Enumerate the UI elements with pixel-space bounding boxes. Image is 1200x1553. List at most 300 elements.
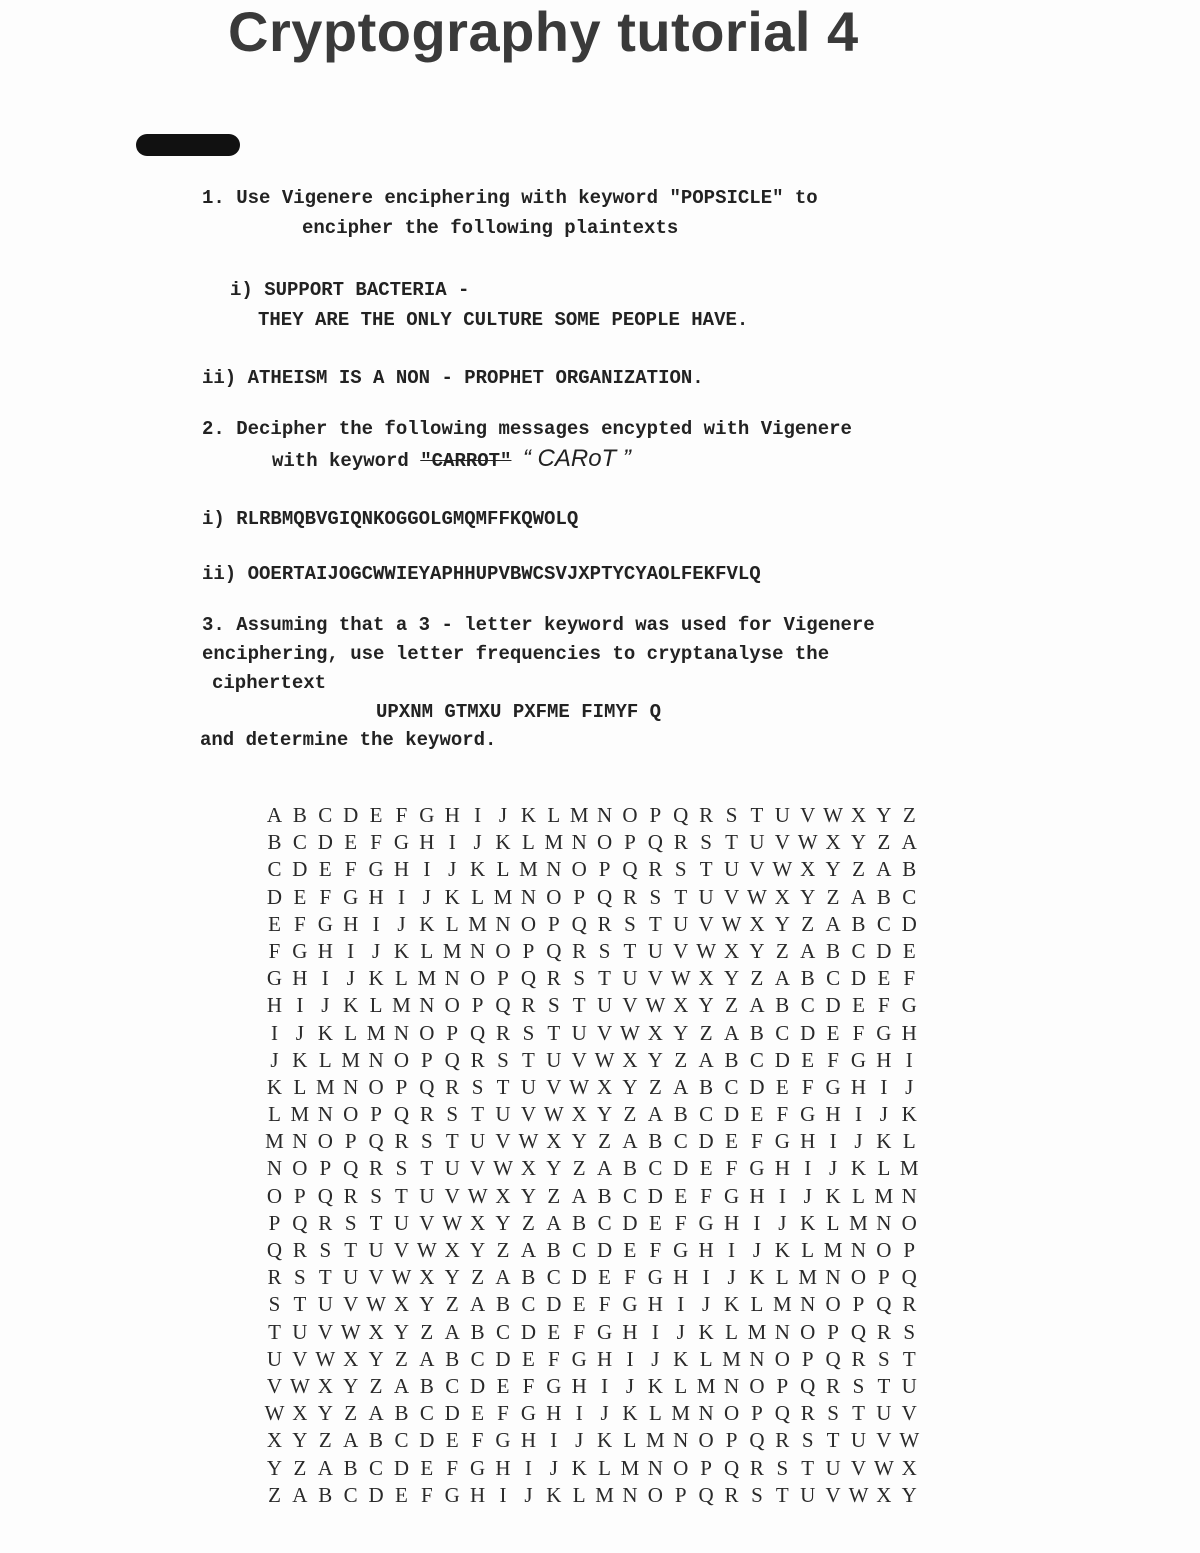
vigenere-letter: S: [344, 1210, 357, 1235]
vigenere-letter: D: [292, 857, 308, 882]
vigenere-letter: C: [673, 1129, 688, 1154]
vigenere-letter: L: [648, 1401, 662, 1426]
vigenere-letter: Q: [749, 1428, 765, 1453]
vigenere-letter: J: [676, 1319, 685, 1344]
vigenere-row: [262, 1455, 922, 1482]
vigenere-letter: C: [902, 884, 917, 909]
vigenere-letter: H: [317, 938, 333, 963]
vigenere-letter: Z: [877, 830, 891, 855]
vigenere-letter: X: [698, 966, 714, 991]
vigenere-letter: G: [723, 1183, 740, 1208]
vigenere-letter: Q: [850, 1319, 867, 1344]
vigenere-letter: N: [571, 830, 587, 855]
vigenere-letter: Q: [470, 1020, 486, 1045]
vigenere-letter: M: [366, 1020, 386, 1045]
vigenere-letter: N: [292, 1129, 308, 1154]
vigenere-letter: M: [468, 911, 487, 936]
vigenere-letter: U: [673, 911, 689, 936]
vigenere-letter: B: [775, 993, 790, 1018]
vigenere-letter: R: [673, 830, 688, 855]
vigenere-letter: K: [825, 1183, 841, 1208]
vigenere-letter: F: [878, 993, 890, 1018]
vigenere-letter: V: [419, 1210, 435, 1235]
vigenere-letter: J: [854, 1129, 863, 1154]
vigenere-letter: A: [343, 1428, 359, 1453]
vigenere-letter: Z: [674, 1047, 688, 1072]
vigenere-letter: F: [344, 857, 357, 882]
vigenere-letter: F: [471, 1428, 484, 1453]
vigenere-letter: E: [725, 1129, 738, 1154]
vigenere-letter: G: [571, 1346, 587, 1371]
vigenere-letter: K: [647, 1373, 663, 1398]
vigenere-letter: G: [901, 993, 917, 1018]
q3-line2: enciphering, use letter frequencies to cryptanalyse the: [202, 643, 830, 665]
vigenere-letter: M: [696, 1373, 716, 1398]
vigenere-letter: V: [596, 1020, 613, 1045]
vigenere-letter: H: [571, 1373, 587, 1398]
vigenere-letter: N: [622, 1482, 638, 1507]
q1-line2: encipher the following plaintexts: [302, 217, 679, 239]
vigenere-letter: M: [646, 1428, 665, 1453]
vigenere-letter: Y: [470, 1238, 486, 1262]
vigenere-letter: D: [622, 1210, 638, 1235]
vigenere-letter: B: [597, 1183, 612, 1208]
vigenere-letter: V: [876, 1428, 892, 1453]
vigenere-letter: M: [544, 830, 564, 855]
vigenere-letter: P: [624, 830, 636, 855]
vigenere-letter: Q: [317, 1183, 333, 1208]
vigenere-letter: F: [725, 1156, 738, 1181]
vigenere-letter: S: [751, 1482, 763, 1507]
vigenere-letter: N: [723, 1373, 740, 1398]
vigenere-row: [262, 1346, 922, 1373]
vigenere-letter: W: [340, 1319, 361, 1344]
q2-keyword-prefix: with keyword: [272, 450, 421, 472]
vigenere-letter: Q: [596, 884, 613, 909]
vigenere-letter: D: [444, 1401, 460, 1426]
vigenere-letter: U: [825, 1455, 841, 1480]
vigenere-letter: I: [651, 1319, 659, 1344]
vigenere-letter: B: [673, 1102, 688, 1127]
vigenere-row: [262, 829, 922, 856]
vigenere-letter: X: [343, 1346, 359, 1371]
vigenere-letter: Y: [850, 830, 867, 855]
vigenere-letter: T: [902, 1346, 916, 1371]
vigenere-letter: F: [446, 1455, 459, 1480]
vigenere-letter: X: [317, 1373, 333, 1398]
vigenere-letter: D: [317, 830, 333, 855]
vigenere-letter: U: [368, 1238, 384, 1262]
vigenere-letter: Y: [444, 1265, 460, 1290]
vigenere-letter: O: [546, 884, 562, 909]
vigenere-letter: C: [470, 1346, 485, 1371]
vigenere-letter: F: [852, 1020, 865, 1045]
vigenere-letter: G: [520, 1401, 536, 1426]
vigenere-letter: C: [724, 1074, 739, 1099]
vigenere-letter: Q: [876, 1292, 892, 1317]
vigenere-letter: T: [674, 884, 688, 909]
vigenere-letter: V: [749, 857, 765, 882]
vigenere-letter: A: [393, 1373, 410, 1398]
vigenere-letter: D: [723, 1102, 740, 1127]
vigenere-letter: V: [495, 1129, 511, 1154]
vigenere-letter: T: [420, 1156, 434, 1181]
vigenere-letter: Q: [647, 830, 663, 855]
vigenere-letter: B: [318, 1482, 333, 1507]
vigenere-row: [262, 992, 922, 1019]
vigenere-letter: P: [319, 1156, 332, 1181]
vigenere-letter: H: [596, 1346, 613, 1371]
vigenere-letter: D: [470, 1373, 486, 1398]
vigenere-letter: L: [318, 1047, 332, 1072]
vigenere-letter: N: [673, 1428, 689, 1453]
vigenere-letter: S: [598, 938, 611, 963]
vigenere-letter: U: [495, 1102, 511, 1127]
vigenere-letter: M: [417, 966, 437, 991]
vigenere-letter: L: [877, 1156, 891, 1181]
vigenere-letter: O: [292, 1156, 308, 1181]
vigenere-row: [262, 1400, 922, 1427]
vigenere-letter: L: [268, 1102, 281, 1127]
vigenere-letter: U: [698, 884, 714, 909]
vigenere-letter: T: [826, 1428, 840, 1453]
vigenere-letter: Q: [393, 1102, 410, 1127]
vigenere-letter: V: [901, 1401, 917, 1426]
vigenere-letter: B: [724, 1047, 739, 1072]
vigenere-row: [262, 802, 922, 829]
vigenere-letter: W: [721, 911, 742, 936]
vigenere-letter: H: [546, 1401, 562, 1426]
vigenere-letter: E: [268, 911, 281, 936]
vigenere-letter: I: [448, 830, 456, 855]
q1-part-i-line2: THEY ARE THE ONLY CULTURE SOME PEOPLE HAVE.: [258, 309, 749, 331]
vigenere-letter: G: [800, 1102, 816, 1127]
vigenere-row: [262, 1047, 922, 1074]
vigenere-letter: T: [395, 1183, 408, 1208]
vigenere-letter: R: [496, 1020, 511, 1045]
handwritten-keyword: “ CARoT ”: [522, 445, 631, 472]
vigenere-letter: G: [470, 1455, 486, 1480]
vigenere-letter: C: [343, 1482, 358, 1507]
vigenere-letter: W: [823, 803, 843, 827]
vigenere-letter: O: [723, 1401, 740, 1426]
vigenere-letter: X: [546, 1129, 562, 1154]
vigenere-letter: Z: [445, 1292, 459, 1317]
vigenere-letter: Z: [598, 1129, 611, 1154]
vigenere-letter: X: [596, 1074, 613, 1099]
vigenere-letter: K: [876, 1129, 892, 1154]
vigenere-letter: Y: [571, 1129, 587, 1154]
vigenere-letter: M: [265, 1129, 284, 1154]
vigenere-letter: Y: [800, 884, 816, 909]
vigenere-letter: B: [445, 1346, 460, 1371]
vigenere-letter: Q: [622, 857, 638, 882]
vigenere-letter: W: [873, 1455, 894, 1480]
vigenere-letter: O: [444, 993, 460, 1018]
vigenere-letter: G: [343, 884, 359, 909]
vigenere-letter: M: [315, 1074, 335, 1099]
vigenere-letter: D: [698, 1129, 714, 1154]
vigenere-letter: W: [569, 1074, 590, 1099]
vigenere-letter: V: [343, 1292, 359, 1317]
vigenere-letter: N: [393, 1020, 410, 1045]
vigenere-letter: W: [289, 1373, 310, 1398]
vigenere-letter: N: [698, 1401, 714, 1426]
vigenere-letter: L: [623, 1428, 637, 1453]
vigenere-letter: A: [368, 1401, 384, 1426]
vigenere-letter: G: [876, 1020, 892, 1045]
vigenere-letter: K: [800, 1210, 816, 1235]
vigenere-letter: Y: [393, 1319, 410, 1344]
vigenere-letter: P: [903, 1238, 916, 1262]
vigenere-letter: W: [391, 1265, 412, 1290]
vigenere-letter: L: [496, 857, 510, 882]
vigenere-letter: P: [878, 1265, 890, 1290]
vigenere-letter: N: [495, 911, 511, 936]
vigenere-row: [262, 856, 922, 883]
vigenere-letter: H: [825, 1102, 841, 1127]
vigenere-letter: N: [444, 966, 460, 991]
vigenere-letter: A: [901, 830, 917, 855]
vigenere-letter: K: [368, 966, 384, 991]
vigenere-letter: M: [442, 938, 462, 963]
vigenere-letter: V: [647, 966, 663, 991]
vigenere-letter: S: [294, 1265, 306, 1290]
q1-line1: 1. Use Vigenere enciphering with keyword "POPSICLE" to: [202, 187, 818, 209]
vigenere-letter: L: [395, 966, 408, 991]
vigenere-letter: S: [827, 1401, 839, 1426]
vigenere-letter: X: [444, 1238, 460, 1262]
vigenere-letter: E: [877, 966, 891, 991]
vigenere-letter: N: [774, 1319, 790, 1344]
vigenere-letter: A: [723, 1020, 740, 1045]
vigenere-letter: V: [266, 1373, 283, 1398]
vigenere-letter: A: [419, 1346, 435, 1371]
vigenere-letter: F: [268, 938, 281, 963]
vigenere-letter: R: [851, 1346, 866, 1371]
vigenere-letter: Z: [344, 1401, 358, 1426]
vigenere-letter: W: [696, 938, 717, 963]
vigenere-letter: N: [368, 1047, 384, 1072]
vigenere-letter: I: [347, 938, 355, 963]
vigenere-letter: A: [647, 1102, 663, 1127]
vigenere-letter: U: [317, 1292, 333, 1317]
vigenere-letter: N: [470, 938, 486, 963]
vigenere-letter: R: [521, 993, 536, 1018]
vigenere-letter: I: [601, 1373, 609, 1398]
vigenere-letter: J: [295, 1020, 304, 1045]
vigenere-letter: R: [343, 1183, 358, 1208]
vigenere-letter: U: [470, 1129, 486, 1154]
vigenere-letter: G: [647, 1265, 663, 1290]
vigenere-letter: J: [422, 884, 431, 909]
vigenere-letter: M: [899, 1156, 919, 1181]
vigenere-letter: O: [673, 1455, 689, 1480]
vigenere-letter: C: [876, 911, 891, 936]
vigenere-letter: U: [393, 1210, 410, 1235]
vigenere-letter: B: [572, 1210, 587, 1235]
vigenere-letter: B: [521, 1265, 536, 1290]
vigenere-letter: N: [317, 1102, 333, 1127]
vigenere-letter: B: [267, 830, 282, 855]
vigenere-row: [262, 965, 922, 992]
vigenere-letter: V: [470, 1156, 486, 1181]
vigenere-letter: H: [698, 1238, 714, 1262]
vigenere-letter: I: [372, 911, 380, 936]
vigenere-letter: Z: [420, 1319, 434, 1344]
vigenere-letter: B: [851, 911, 866, 936]
vigenere-letter: M: [772, 1292, 792, 1317]
vigenere-letter: J: [702, 1292, 711, 1317]
vigenere-row: [262, 1482, 922, 1509]
vigenere-letter: I: [524, 1455, 532, 1480]
vigenere-letter: V: [774, 830, 790, 855]
vigenere-letter: I: [702, 1265, 710, 1290]
vigenere-letter: D: [266, 884, 283, 909]
vigenere-letter: P: [294, 1183, 306, 1208]
vigenere-letter: I: [829, 1129, 837, 1154]
vigenere-letter: Z: [648, 1074, 662, 1099]
vigenere-letter: J: [905, 1074, 914, 1099]
vigenere-letter: E: [344, 830, 358, 855]
vigenere-letter: E: [547, 1319, 561, 1344]
vigenere-letter: H: [393, 857, 410, 882]
vigenere-letter: S: [547, 993, 560, 1018]
vigenere-letter: T: [547, 1020, 561, 1045]
vigenere-row: [262, 1237, 922, 1264]
vigenere-letter: U: [520, 1074, 536, 1099]
q3-line1: 3. Assuming that a 3 - letter keyword was used for Vigenere: [202, 614, 875, 636]
vigenere-letter: X: [901, 1455, 917, 1480]
vigenere-letter: G: [774, 1129, 790, 1154]
vigenere-letter: X: [470, 1210, 486, 1235]
vigenere-letter: A: [825, 911, 841, 936]
vigenere-letter: C: [496, 1319, 511, 1344]
vigenere-letter: T: [572, 993, 586, 1018]
vigenere-letter: A: [292, 1482, 308, 1507]
q1-part-ii: ii) ATHEISM IS A NON - PROPHET ORGANIZATION.: [202, 367, 704, 389]
vigenere-letter: L: [521, 830, 535, 855]
vigenere-letter: Q: [673, 803, 689, 827]
vigenere-letter: A: [622, 1129, 638, 1154]
vigenere-letter: O: [368, 1074, 384, 1099]
vigenere-letter: Z: [496, 1238, 510, 1262]
vigenere-letter: V: [622, 993, 638, 1018]
vigenere-letter: P: [801, 1346, 814, 1371]
vigenere-letter: K: [495, 830, 511, 855]
vigenere-letter: E: [623, 1238, 637, 1262]
vigenere-letter: U: [444, 1156, 460, 1181]
vigenere-letter: V: [673, 938, 689, 963]
vigenere-letter: I: [778, 1183, 786, 1208]
vigenere-letter: F: [649, 1238, 662, 1262]
vigenere-letter: K: [317, 1020, 333, 1045]
vigenere-letter: W: [518, 1129, 539, 1154]
vigenere-letter: D: [419, 1428, 435, 1453]
vigenere-letter: B: [699, 1074, 714, 1099]
vigenere-letter: O: [266, 1183, 283, 1208]
vigenere-letter: B: [800, 966, 815, 991]
vigenere-letter: S: [903, 1319, 916, 1344]
vigenere-letter: H: [800, 1129, 816, 1154]
vigenere-letter: X: [749, 911, 765, 936]
vigenere-letter: R: [800, 1401, 815, 1426]
vigenere-letter: Q: [520, 966, 536, 991]
vigenere-letter: P: [852, 1292, 865, 1317]
vigenere-letter: Q: [546, 938, 562, 963]
vigenere-letter: I: [321, 966, 329, 991]
vigenere-letter: E: [318, 857, 332, 882]
vigenere-letter: T: [801, 1455, 815, 1480]
vigenere-letter: F: [522, 1373, 535, 1398]
vigenere-letter: W: [467, 1183, 488, 1208]
vigenere-letter: G: [749, 1156, 765, 1181]
vigenere-letter: K: [419, 911, 435, 936]
vigenere-letter: V: [368, 1265, 384, 1290]
vigenere-letter: O: [774, 1346, 790, 1371]
vigenere-row: [262, 1291, 922, 1318]
vigenere-letter: N: [419, 993, 435, 1018]
vigenere-letter: E: [699, 1156, 713, 1181]
vigenere-letter: G: [546, 1373, 562, 1398]
vigenere-letter: V: [825, 1482, 841, 1507]
vigenere-letter: L: [420, 938, 434, 963]
vigenere-letter: J: [752, 1238, 762, 1262]
vigenere-letter: J: [473, 830, 482, 855]
vigenere-letter: M: [392, 993, 411, 1018]
vigenere-letter: T: [623, 938, 637, 963]
vigenere-letter: H: [901, 1020, 917, 1045]
vigenere-letter: K: [546, 1482, 562, 1507]
vigenere-letter: C: [267, 857, 282, 882]
vigenere-letter: J: [524, 1482, 533, 1507]
vigenere-letter: X: [850, 803, 867, 827]
vigenere-letter: D: [520, 1319, 536, 1344]
vigenere-letter: K: [673, 1346, 689, 1371]
vigenere-letter: D: [393, 1455, 410, 1480]
vigenere-letter: E: [852, 993, 865, 1018]
vigenere-letter: S: [522, 1020, 535, 1045]
vigenere-letter: J: [651, 1346, 660, 1371]
vigenere-letter: C: [648, 1156, 663, 1181]
vigenere-letter: E: [395, 1482, 408, 1507]
vigenere-letter: Y: [368, 1346, 384, 1371]
vigenere-letter: Y: [419, 1292, 435, 1317]
vigenere-letter: J: [371, 938, 381, 963]
vigenere-letter: J: [448, 857, 457, 882]
vigenere-letter: S: [497, 1047, 509, 1072]
vigenere-letter: I: [499, 1482, 507, 1507]
page-title: Cryptography tutorial 4: [228, 0, 859, 63]
vigenere-letter: B: [496, 1292, 511, 1317]
vigenere-letter: J: [549, 1455, 558, 1480]
vigenere-letter: E: [572, 1292, 586, 1317]
vigenere-letter: F: [674, 1210, 687, 1235]
vigenere-letter: R: [292, 1238, 307, 1262]
vigenere-letter: M: [849, 1210, 868, 1235]
vigenere-letter: Y: [266, 1455, 283, 1480]
vigenere-letter: J: [575, 1428, 584, 1453]
vigenere-letter: A: [698, 1047, 714, 1072]
vigenere-letter: P: [471, 993, 484, 1018]
vigenere-letter: J: [625, 1373, 635, 1398]
vigenere-letter: S: [395, 1156, 408, 1181]
vigenere-letter: K: [470, 857, 486, 882]
vigenere-letter: S: [801, 1428, 814, 1453]
vigenere-letter: Z: [268, 1482, 281, 1507]
vigenere-letter: R: [445, 1074, 460, 1099]
vigenere-letter: B: [648, 1129, 663, 1154]
